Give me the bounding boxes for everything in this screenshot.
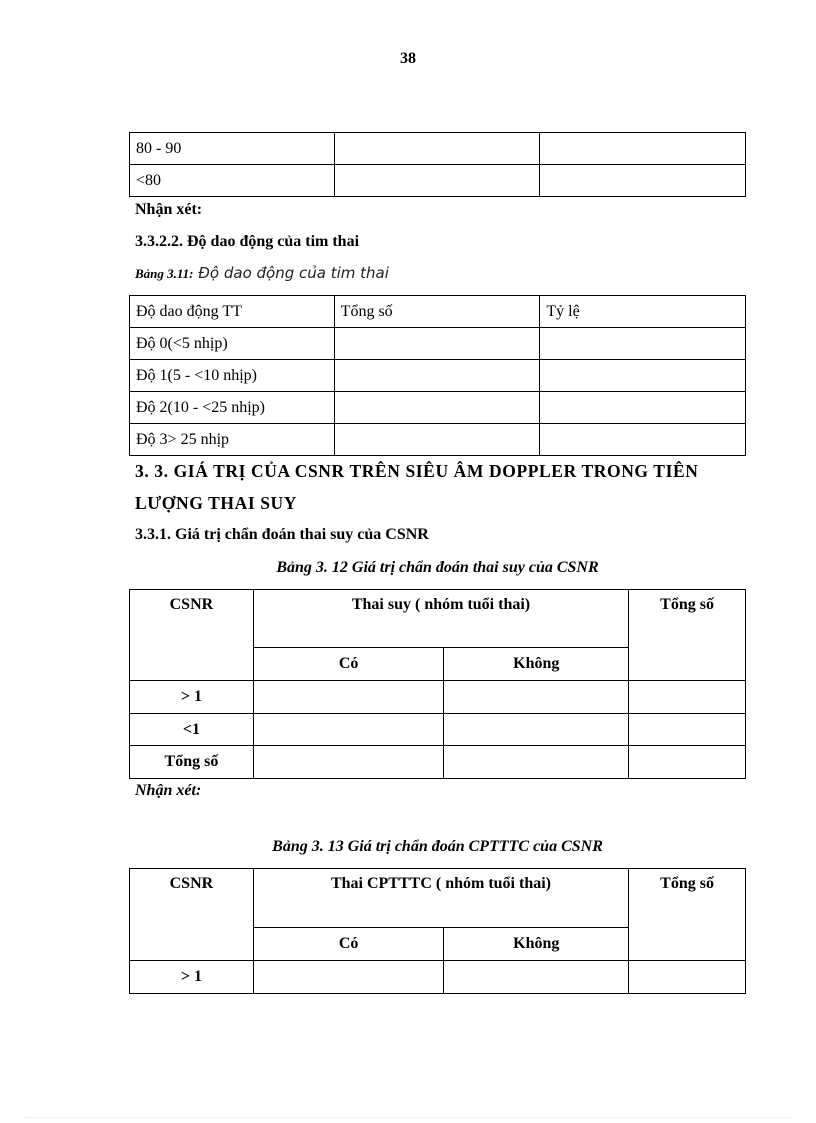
section-heading-331: 3.3.1. Giá trị chẩn đoán thai suy của CSNR (135, 526, 429, 543)
table-row (130, 392, 746, 424)
table-continuation (129, 132, 746, 197)
caption-label: Bảng 3.11: (135, 266, 194, 281)
table-row (130, 360, 746, 392)
table-cell (629, 961, 746, 994)
footer-divider (24, 1117, 792, 1118)
table-cell (629, 714, 746, 746)
table-row-label: > 1 (130, 681, 254, 714)
table-row-label: <1 (130, 714, 254, 746)
table-cell (540, 165, 746, 197)
table-cell (253, 714, 444, 746)
table-row (130, 681, 746, 714)
table-caption-312: Bảng 3. 12 Giá trị chẩn đoán thai suy của CSNR (276, 559, 599, 576)
remark-label: Nhận xét: (135, 782, 202, 799)
table-row (130, 133, 746, 165)
table-row-label: > 1 (130, 961, 254, 994)
table-cell: Độ 1(5 - <10 nhịp) (130, 360, 335, 392)
table-row (130, 424, 746, 456)
table-cell (444, 746, 629, 779)
table-313 (129, 868, 746, 994)
table-caption-311 (135, 264, 389, 283)
table-cell (253, 746, 444, 779)
table-header: Tổng số (629, 590, 746, 681)
table-cell (334, 360, 540, 392)
section-heading-3322: 3.3.2.2. Độ dao động của tim thai (135, 233, 360, 250)
table-header: Tổng số (334, 296, 540, 328)
table-cell: <80 (130, 165, 335, 197)
table-cell (629, 746, 746, 779)
table-cell (540, 424, 746, 456)
table-cell (540, 133, 746, 165)
table-header-row (130, 590, 746, 648)
table-cell (334, 424, 540, 456)
table-header: CSNR (130, 869, 254, 961)
table-subheader: Có (253, 928, 444, 961)
table-cell: 80 - 90 (130, 133, 335, 165)
table-header-group: Thai suy ( nhóm tuổi thai) (253, 590, 628, 648)
caption-text: Độ dao động của tim thai (193, 264, 389, 282)
table-row (130, 961, 746, 994)
table-cell (540, 328, 746, 360)
table-312 (129, 589, 746, 779)
table-cell: Độ 0(<5 nhịp) (130, 328, 335, 360)
page-number: 38 (400, 50, 416, 67)
table-header-row (130, 869, 746, 928)
table-cell (629, 681, 746, 714)
table-cell (444, 681, 629, 714)
table-cell (334, 328, 540, 360)
table-311 (129, 295, 746, 456)
table-row-label: Tổng số (130, 746, 254, 779)
table-cell: Độ 3> 25 nhịp (130, 424, 335, 456)
table-cell (540, 360, 746, 392)
table-header-row (130, 296, 746, 328)
table-row (130, 165, 746, 197)
table-cell (253, 681, 444, 714)
table-subheader: Không (444, 648, 629, 681)
table-subheader: Có (253, 648, 444, 681)
table-header: CSNR (130, 590, 254, 681)
table-cell (444, 714, 629, 746)
table-header: Tổng số (629, 869, 746, 961)
table-row (130, 328, 746, 360)
table-cell (334, 392, 540, 424)
table-cell (334, 133, 540, 165)
table-caption-313: Bảng 3. 13 Giá trị chẩn đoán CPTTTC của CSNR (272, 838, 603, 855)
table-cell (444, 961, 629, 994)
table-row (130, 714, 746, 746)
table-cell (540, 392, 746, 424)
table-cell: Độ 2(10 - <25 nhịp) (130, 392, 335, 424)
section-heading-33-line1: 3. 3. GIÁ TRỊ CỦA CSNR TRÊN SIÊU ÂM DOPPLER TRONG TIÊN (135, 461, 699, 481)
table-cell (253, 961, 444, 994)
table-header: Độ dao động TT (130, 296, 335, 328)
table-subheader: Không (444, 928, 629, 961)
table-cell (334, 165, 540, 197)
table-row (130, 746, 746, 779)
table-header: Tỷ lệ (540, 296, 746, 328)
remark-label: Nhận xét: (135, 201, 203, 218)
table-header-group: Thai CPTTTC ( nhóm tuổi thai) (253, 869, 628, 928)
section-heading-33-line2: LƯỢNG THAI SUY (135, 493, 298, 513)
